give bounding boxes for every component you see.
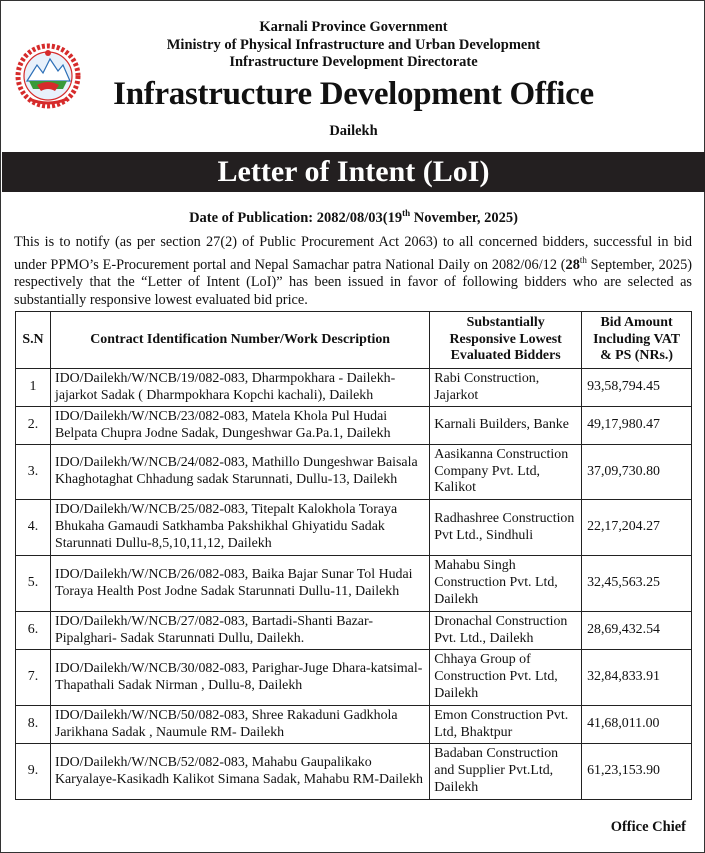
office-location: Dailekh xyxy=(329,123,378,139)
loi-table xyxy=(15,311,692,800)
row-description: IDO/Dailekh/W/NCB/25/082-083, Titepalt Kalokhola Toraya Bhukaha Gamaudi Satkhamba Pakshikhal Ghiyatidu Sadak Starunnati Dullu-8,5,10,11,12, Dailekh xyxy=(50,500,429,556)
row-amount: 49,17,980.47 xyxy=(582,407,692,445)
row-sn: 2. xyxy=(16,407,51,445)
row-sn: 7. xyxy=(16,650,51,706)
directorate-name: Infrastructure Development Directorate xyxy=(229,54,478,70)
row-bidder: Mahabu Singh Construction Pvt. Ltd, Dailekh xyxy=(430,556,582,612)
row-bidder: Dronachal Construction Pvt. Ltd., Dailekh xyxy=(430,612,582,650)
row-sn: 8. xyxy=(16,706,51,744)
table-row xyxy=(16,407,692,445)
row-bidder: Chhaya Group of Construction Pvt. Ltd, Dailekh xyxy=(430,650,582,706)
row-sn: 3. xyxy=(16,445,51,500)
row-bidder: Rabi Construction, Jajarkot xyxy=(430,369,582,407)
row-amount: 41,68,011.00 xyxy=(582,706,692,744)
row-sn: 9. xyxy=(16,744,51,800)
row-bidder: Badaban Construction and Supplier Pvt.Ltd, Dailekh xyxy=(430,744,582,800)
intro-paragraph: This is to notify (as per section 27(2) of Public Procurement Act 2063) to all concerned bidders, successful in bid under PPMO’s E-Procurement portal and Nepal Samachar patra National Daily on 2082/06/12 (28th September, 2025) respectively that the “Letter of Intent (LoI)” has been issued in favor of following bidders who are selected as substantially responsive lowest evaluated bid price. xyxy=(14,234,692,309)
col-header-sn: S.N xyxy=(16,312,51,369)
row-sn: 1 xyxy=(16,369,51,407)
row-description: IDO/Dailekh/W/NCB/24/082-083, Mathillo Dungeshwar Baisala Khaghotaghat Chhadung sadak Starunnati, Dullu-13, Dailekh xyxy=(50,445,429,500)
col-header-desc: Contract Identification Number/Work Description xyxy=(50,312,429,369)
row-amount: 61,23,153.90 xyxy=(582,744,692,800)
row-description: IDO/Dailekh/W/NCB/52/082-083, Mahabu Gaupalikako Karyalaye-Kasikadh Kalikot Simana Sadak, Mahabu RM-Dailekh xyxy=(50,744,429,800)
table-header-row xyxy=(16,312,692,369)
table-row xyxy=(16,556,692,612)
row-description: IDO/Dailekh/W/NCB/26/082-083, Baika Bajar Sunar Tol Hudai Toraya Health Post Jodne Sadak Starunnati Dullu-11, Dailekh xyxy=(50,556,429,612)
row-bidder: Radhashree Construction Pvt Ltd., Sindhuli xyxy=(430,500,582,556)
table-row xyxy=(16,369,692,407)
row-amount: 28,69,432.54 xyxy=(582,612,692,650)
row-amount: 37,09,730.80 xyxy=(582,445,692,500)
govt-name: Karnali Province Government xyxy=(259,19,448,35)
row-amount: 32,84,833.91 xyxy=(582,650,692,706)
row-bidder: Karnali Builders, Banke xyxy=(430,407,582,445)
table-row xyxy=(16,612,692,650)
publication-date: Date of Publication: 2082/08/03(19th November, 2025) xyxy=(189,208,518,226)
ministry-name: Ministry of Physical Infrastructure and Urban Development xyxy=(166,37,541,53)
table-row xyxy=(16,706,692,744)
row-sn: 6. xyxy=(16,612,51,650)
row-amount: 32,45,563.25 xyxy=(582,556,692,612)
row-bidder: Emon Construction Pvt. Ltd, Bhaktpur xyxy=(430,706,582,744)
row-description: IDO/Dailekh/W/NCB/50/082-083, Shree Rakaduni Gadkhola Jarikhana Sadak , Naumule RM- Dailekh xyxy=(50,706,429,744)
row-description: IDO/Dailekh/W/NCB/30/082-083, Parighar-Juge Dhara-katsimal- Thapathali Sadak Nirman , Dullu-8, Dailekh xyxy=(50,650,429,706)
col-header-bidder: Substantially Responsive Lowest Evaluated Bidders xyxy=(430,312,582,369)
office-title: Infrastructure Development Office xyxy=(113,76,594,112)
page-title-banner: Letter of Intent (LoI) xyxy=(2,152,705,192)
col-header-amount: Bid Amount Including VAT & PS (NRs.) xyxy=(582,312,692,369)
row-sn: 4. xyxy=(16,500,51,556)
table-row xyxy=(16,744,692,800)
row-description: IDO/Dailekh/W/NCB/27/082-083, Bartadi-Shanti Bazar-Pipalghari- Sadak Starunnati Dullu, Dailekh. xyxy=(50,612,429,650)
row-description: IDO/Dailekh/W/NCB/19/082-083, Dharmpokhara - Dailekh-jajarkot Sadak ( Dharmpokhara Kopchi kachali), Dailekh xyxy=(50,369,429,407)
table-row xyxy=(16,650,692,706)
row-bidder: Aasikanna Construction Company Pvt. Ltd, Kalikot xyxy=(430,445,582,500)
row-description: IDO/Dailekh/W/NCB/23/082-083, Matela Khola Pul Hudai Belpata Chupra Jodne Sadak, Dungeshwar Ga.Pa.1, Dailekh xyxy=(50,407,429,445)
row-amount: 93,58,794.45 xyxy=(582,369,692,407)
signature-office-chief: Office Chief xyxy=(610,819,686,835)
table-row xyxy=(16,445,692,500)
row-sn: 5. xyxy=(16,556,51,612)
row-amount: 22,17,204.27 xyxy=(582,500,692,556)
table-row xyxy=(16,500,692,556)
